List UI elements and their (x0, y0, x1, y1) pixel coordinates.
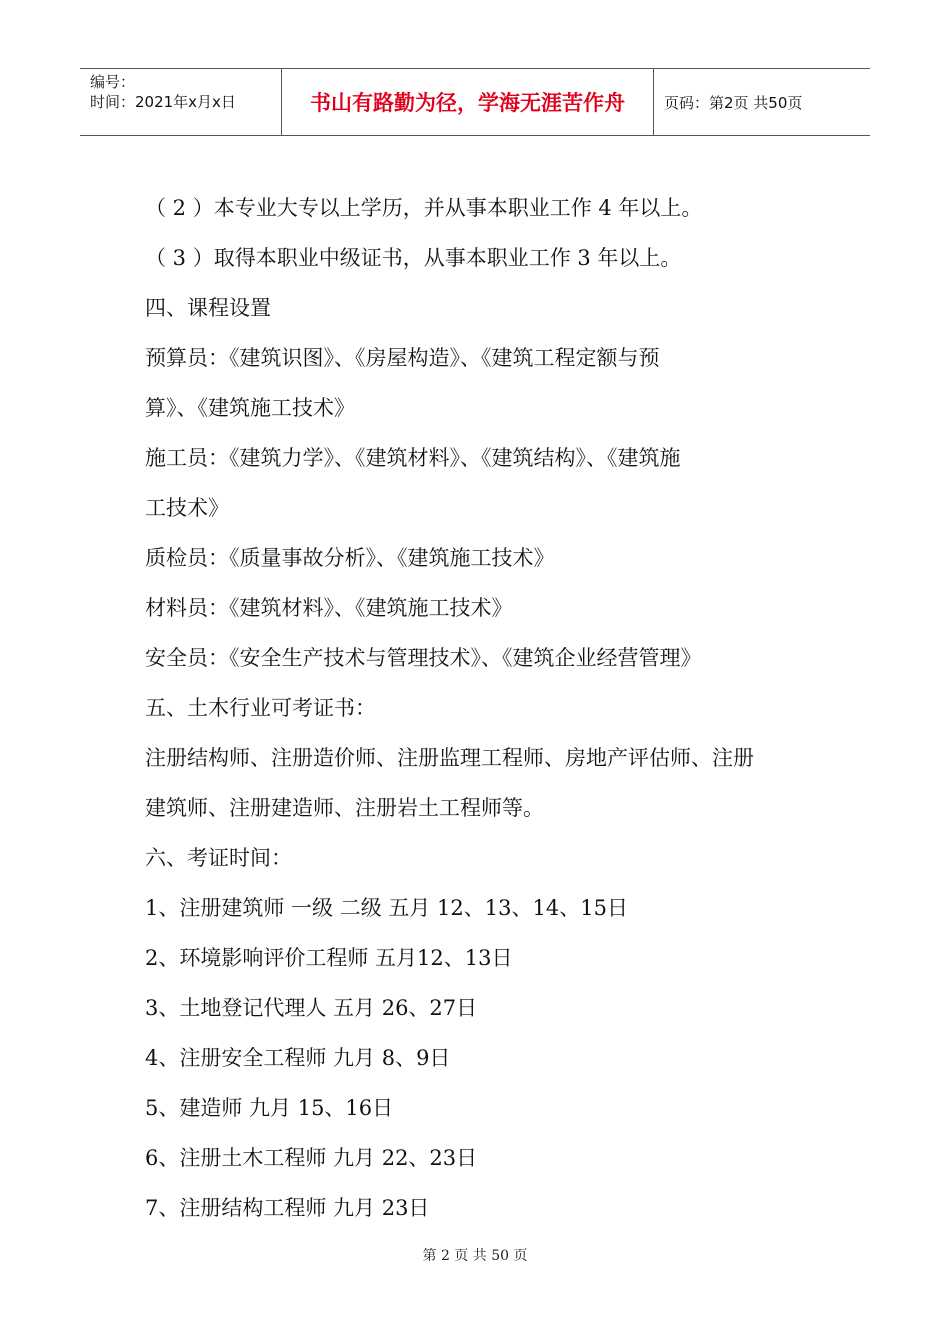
list-item: 5、建造师 九月 15、16日 (145, 1096, 394, 1120)
header-page-info: 页码：第2页 共50页 (664, 93, 803, 112)
section-heading: 五、土木行业可考证书： (145, 696, 376, 720)
body-line: 施工员：《建筑力学》、《建筑材料》、《建筑结构》、《建筑施 (145, 446, 681, 470)
header-meta (80, 69, 282, 135)
header-motto: 书山有路勤为径，学海无涯苦作舟 (282, 69, 654, 135)
document-body (145, 188, 805, 1238)
list-item: 6、注册土木工程师 九月 22、23日 (145, 1146, 478, 1170)
document-time: 时间：2021年x月x日 (90, 93, 236, 111)
body-line: （ 3 ）取得本职业中级证书，从事本职业工作 3 年以上。 (145, 246, 682, 270)
list-item: 3、土地登记代理人 五月 26、27日 (145, 996, 478, 1020)
body-line: 质检员：《质量事故分析》、《建筑施工技术》 (145, 546, 555, 570)
list-item: 4、注册安全工程师 九月 8、9日 (145, 1046, 451, 1070)
body-line: 材料员：《建筑材料》、《建筑施工技术》 (145, 596, 513, 620)
list-item: 7、注册结构工程师 九月 23日 (145, 1196, 430, 1220)
section-heading: 四、课程设置 (145, 296, 271, 320)
list-item: 1、注册建筑师 一级 二级 五月 12、13、14、15日 (145, 896, 628, 920)
body-line: 预算员：《建筑识图》、《房屋构造》、《建筑工程定额与预 (145, 346, 660, 370)
body-line: 安全员：《安全生产技术与管理技术》、《建筑企业经营管理》 (145, 646, 702, 670)
section-heading: 六、考证时间： (145, 846, 292, 870)
list-item: 2、环境影响评价工程师 五月12、13日 (145, 946, 513, 970)
body-line: 注册结构师、注册造价师、注册监理工程师、房地产评估师、注册 (145, 746, 754, 770)
document-number: 编号： (90, 73, 136, 91)
page-footer: 第 2 页 共 50 页 (422, 1248, 528, 1264)
body-line: 工技术》 (145, 496, 229, 520)
body-line: 建筑师、注册建造师、注册岩土工程师等。 (145, 796, 544, 820)
body-line: 算》、《建筑施工技术》 (145, 396, 355, 420)
body-line: （ 2 ）本专业大专以上学历，并从事本职业工作 4 年以上。 (145, 196, 703, 220)
page-header (80, 68, 870, 136)
